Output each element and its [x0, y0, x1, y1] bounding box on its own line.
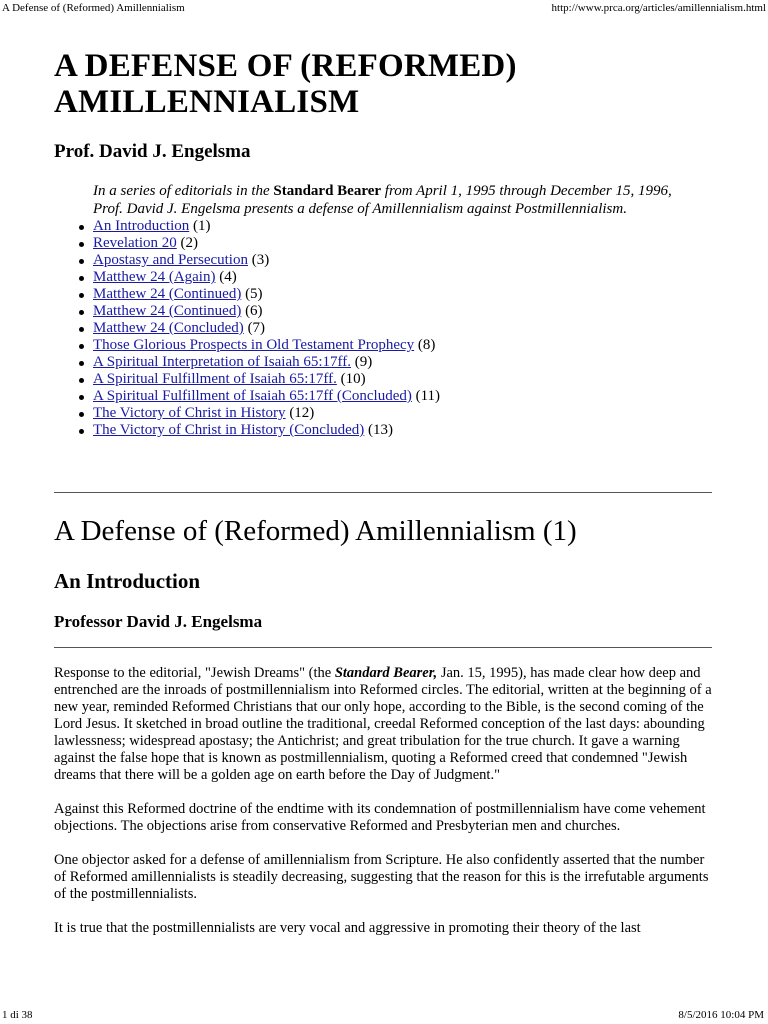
toc-number: (13) — [364, 422, 394, 438]
toc-link[interactable]: An Introduction — [93, 218, 190, 234]
article-title: A Defense of (Reformed) Amillennialism (1) — [54, 515, 577, 547]
toc-link[interactable]: Matthew 24 (Continued) — [93, 286, 242, 302]
toc-number: (7) — [243, 320, 266, 336]
toc-item — [93, 320, 714, 337]
author-name: Prof. David J. Engelsma — [54, 141, 251, 162]
toc-item — [93, 252, 714, 269]
toc-list — [54, 235, 714, 439]
toc-link[interactable]: Apostasy and Persecution — [93, 252, 248, 268]
toc-number: (10) — [336, 371, 366, 387]
toc-item — [93, 303, 714, 320]
toc-link[interactable]: A Spiritual Fulfillment of Isaiah 65:17ff (Concluded) — [93, 388, 412, 404]
p1-publication: Standard Bearer, — [334, 665, 438, 681]
toc-item — [93, 235, 714, 252]
body-paragraph-4: It is true that the postmillennialists are very vocal and aggressive in promoting their theory of the last — [54, 920, 641, 936]
toc-item — [93, 337, 714, 354]
toc-link[interactable]: A Spiritual Interpretation of Isaiah 65:17ff. — [93, 354, 351, 370]
main-content — [54, 48, 714, 439]
page-title — [54, 48, 714, 120]
article-divider — [54, 647, 712, 648]
toc-number: (12) — [285, 405, 315, 421]
toc-number: (5) — [241, 286, 263, 302]
section-divider — [54, 492, 712, 493]
page-title-line2: AMILLENNIALISM — [54, 84, 360, 120]
p1-text-b: Jan. 15, 1995), has made clear how deep and entrenched are the inroads of postmillennialism into Reformed circles. The editorial, written at the beginning of a new year, reminded Reformed Christians that our only hope, according to the Bible, is the second coming of the Lord Jesus. It sketched in broad outline the traditional, creedal Reformed conception of the last days: abounding lawlessness; widespread apostasy; the Antichrist; and great tribulation for the true church. It gave a warning against the false hope that is known as postmillennialism, quoting a Reformed creed that condemned "Jewish dreams that there will be a golden age on earth before the Day of Judgment." — [54, 665, 712, 783]
toc-number: (4) — [215, 269, 237, 285]
print-footer — [0, 1008, 768, 1024]
toc-intro-list — [54, 218, 714, 235]
toc-number: (1) — [189, 218, 211, 234]
toc-link[interactable]: The Victory of Christ in History (Concluded) — [93, 422, 365, 438]
toc-item — [93, 422, 714, 439]
intro-paragraph — [93, 183, 673, 218]
toc-number: (6) — [241, 303, 263, 319]
page-title-line1: A DEFENSE OF (REFORMED) — [54, 48, 517, 84]
toc-number: (9) — [351, 354, 373, 370]
toc-item — [93, 218, 714, 235]
print-header — [0, 0, 768, 16]
toc-number: (2) — [176, 235, 198, 251]
article-author: Professor David J. Engelsma — [54, 612, 263, 631]
toc-link[interactable]: Matthew 24 (Concluded) — [93, 320, 244, 336]
toc-item — [93, 269, 714, 286]
toc-number: (11) — [411, 388, 441, 404]
toc-link[interactable]: Revelation 20 — [93, 235, 177, 251]
print-header-url: http://www.prca.org/articles/amillennialism.html — [551, 2, 766, 14]
body-paragraph-1 — [54, 665, 716, 784]
article-body — [54, 665, 716, 954]
toc-link[interactable]: Matthew 24 (Continued) — [93, 303, 242, 319]
toc-number: (3) — [247, 252, 270, 268]
toc-link[interactable]: The Victory of Christ in History — [93, 405, 286, 421]
toc-number: (8) — [414, 337, 436, 353]
print-header-title: A Defense of (Reformed) Amillennialism — [2, 2, 185, 14]
toc-link[interactable]: Matthew 24 (Again) — [93, 269, 216, 285]
intro-text-2: from April 1, 1995 through December 15, 1996, Prof. David J. Engelsma presents a defense of Amillennialism against Postmillennialism. — [93, 183, 672, 217]
toc-item — [93, 354, 714, 371]
page-counter: 1 di 38 — [2, 1009, 33, 1021]
body-paragraph-3: One objector asked for a defense of amillennialism from Scripture. He also confidently asserted that the number of Reformed amillennialists is steadily decreasing, suggesting that the reason for this is the irrefutable arguments of the postmillennialists. — [54, 852, 709, 902]
intro-publication: Standard Bearer — [273, 183, 382, 199]
p1-text-a: Response to the editorial, "Jewish Dreams" (the — [54, 665, 335, 681]
article-subtitle: An Introduction — [54, 569, 201, 593]
toc-item — [93, 371, 714, 388]
toc-item — [93, 388, 714, 405]
intro-text-1: In a series of editorials in the — [93, 183, 274, 199]
toc-link[interactable]: A Spiritual Fulfillment of Isaiah 65:17ff. — [93, 371, 337, 387]
toc-link[interactable]: Those Glorious Prospects in Old Testament Prophecy — [93, 337, 415, 353]
toc-item — [93, 286, 714, 303]
print-timestamp: 8/5/2016 10:04 PM — [678, 1009, 764, 1021]
toc-item — [93, 405, 714, 422]
body-paragraph-2: Against this Reformed doctrine of the endtime with its condemnation of postmillennialism have come vehement objections. The objections arise from conservative Reformed and Presbyterian men and churches. — [54, 801, 706, 834]
